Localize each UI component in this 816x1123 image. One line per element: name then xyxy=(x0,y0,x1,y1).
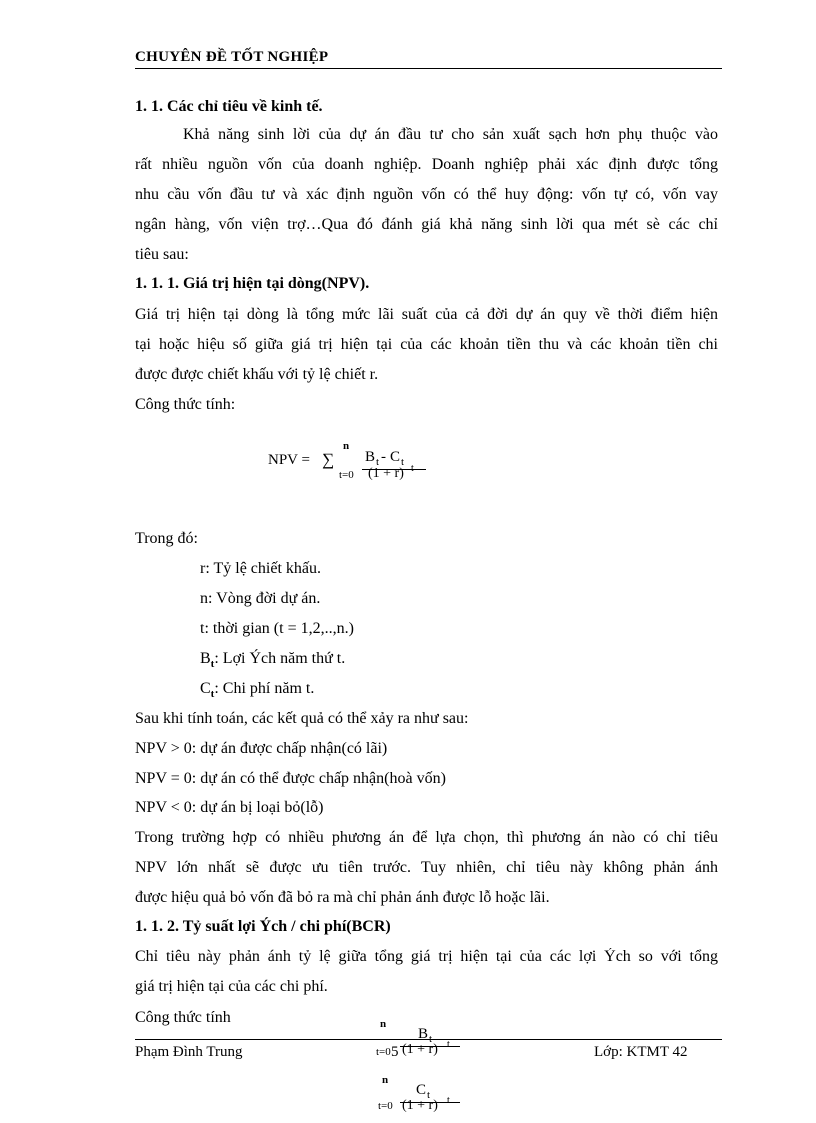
paragraph-line: nhu cầu vốn đầu tư và xác định nguồn vốn có thể huy động: vốn tự có, vốn vay xyxy=(135,186,718,203)
definition-text: : Lợi Ých năm thứ t. xyxy=(214,650,346,667)
definition-text: : Chi phí năm t. xyxy=(214,680,315,697)
numerator-cost: C xyxy=(390,449,401,465)
definition-text: : thời gian (t = 1,2,..,n.) xyxy=(204,620,354,637)
definition-symbol: n xyxy=(200,590,208,607)
paragraph-line: Khả năng sinh lời của dự án đầu tư cho sản xuất sạch hơn phụ thuộc vào xyxy=(183,126,718,143)
numerator-benefit-subscript: t xyxy=(376,456,380,468)
definition-item xyxy=(200,650,345,670)
npv-formula-lhs: NPV = xyxy=(268,452,310,468)
paragraph-line: Trong trường hợp có nhiều phương án để lựa chọn, thì phương án nào có chỉ tiêu xyxy=(135,829,718,846)
paragraph-line: giá trị hiện tại của các chi phí. xyxy=(135,978,328,995)
header-rule xyxy=(135,68,722,69)
bcr-upper-limit-1: n xyxy=(380,1018,387,1030)
result-item: NPV > 0: dự án được chấp nhận(có lãi) xyxy=(135,740,388,757)
bcr-numerator-benefit: B xyxy=(418,1026,429,1042)
bcr-numerator-cost-subscript: t xyxy=(427,1089,431,1101)
results-intro: Sau khi tính toán, các kết quả có thể xảy ra như sau: xyxy=(135,710,469,727)
paragraph-line: Chỉ tiêu này phản ánh tỷ lệ giữa tổng giá trị hiện tại của các lợi Ých so với tổng xyxy=(135,948,718,965)
document-header-title: CHUYÊN ĐỀ TỐT NGHIỆP xyxy=(135,49,329,65)
paragraph-line: được hiệu quả bỏ vốn đã bỏ ra mà chỉ phản ánh được lỗ hoặc lãi. xyxy=(135,889,550,906)
definition-item xyxy=(200,680,314,700)
numerator-cost-subscript: t xyxy=(401,456,405,468)
definition-text: : Vòng đời dự án. xyxy=(208,590,321,607)
definition-subscript: t xyxy=(210,688,215,701)
paragraph-line: tiêu sau: xyxy=(135,246,189,263)
numerator-benefit: B xyxy=(365,449,376,465)
section-title-1-1-2: 1. 1. 2. Tỷ suất lợi Ých / chi phí(BCR) xyxy=(135,918,391,935)
definition-symbol: r xyxy=(200,560,206,577)
section-title-1-1: 1. 1. Các chỉ tiêu về kinh tế. xyxy=(135,98,323,115)
bcr-formula-label: Công thức tính xyxy=(135,1009,231,1026)
paragraph-line: ngân hàng, vốn viện trợ…Qua đó đánh giá khả năng sinh lời qua mét sè các chỉ xyxy=(135,216,718,233)
footer-class-label: Lớp: KTMT 42 xyxy=(594,1044,688,1060)
paragraph-line: rất nhiều nguồn vốn của doanh nghiệp. Doanh nghiệp phải xác định được tổng xyxy=(135,156,718,173)
definition-symbol: t xyxy=(200,620,205,637)
sum-upper-limit: n xyxy=(343,440,350,452)
bcr-lower-limit-2: t=0 xyxy=(378,1100,393,1112)
sum-lower-limit: t=0 xyxy=(339,469,354,481)
result-item: NPV = 0: dự án có thể được chấp nhận(hoà vốn) xyxy=(135,770,446,787)
bcr-numerator-benefit-subscript: t xyxy=(429,1033,433,1045)
definition-item xyxy=(200,560,321,578)
footer-page-number: 5 xyxy=(391,1044,399,1060)
paragraph-line: tại hoặc hiệu số giữa giá trị hiện tại của các khoản tiền thu và các khoản tiền chi xyxy=(135,336,718,353)
denominator: (1 + r) xyxy=(368,466,404,481)
paragraph-line: NPV lớn nhất sẽ được ưu tiên trước. Tuy nhiên, chỉ tiêu này không phản ánh xyxy=(135,859,718,876)
paragraph-line: Giá trị hiện tại dòng là tổng mức lãi suất của cả đời dự án quy về thời điểm hiện xyxy=(135,306,718,323)
definition-symbol: C xyxy=(200,680,211,697)
sigma-symbol: ∑ xyxy=(322,450,335,469)
bcr-denominator-2: (1 + r) xyxy=(402,1098,438,1113)
definition-text: : Tỷ lệ chiết khấu. xyxy=(205,560,321,577)
numerator-operator: - xyxy=(381,449,386,465)
result-item: NPV < 0: dự án bị loại bỏ(lỗ) xyxy=(135,799,324,816)
definition-item xyxy=(200,620,354,638)
definition-item xyxy=(200,590,320,608)
where-label: Trong đó: xyxy=(135,530,198,547)
definition-symbol: B xyxy=(200,650,211,667)
denominator-exponent: t xyxy=(411,463,414,474)
footer-rule xyxy=(135,1039,722,1040)
definition-subscript: t xyxy=(210,658,215,671)
bcr-denominator-1: (1 + r) xyxy=(402,1042,438,1057)
bcr-denominator-2-exponent: t xyxy=(447,1095,450,1106)
section-title-1-1-1: 1. 1. 1. Giá trị hiện tại dòng(NPV). xyxy=(135,275,370,292)
bcr-lower-limit-1: t=0 xyxy=(376,1046,391,1058)
footer-author: Phạm Đình Trung xyxy=(135,1044,243,1060)
formula-label: Công thức tính: xyxy=(135,396,236,413)
bcr-upper-limit-2: n xyxy=(382,1074,389,1086)
paragraph-line: được được chiết khấu với tỷ lệ chiết r. xyxy=(135,366,379,383)
bcr-denominator-1-exponent: t xyxy=(447,1039,450,1050)
bcr-numerator-cost: C xyxy=(416,1082,427,1098)
